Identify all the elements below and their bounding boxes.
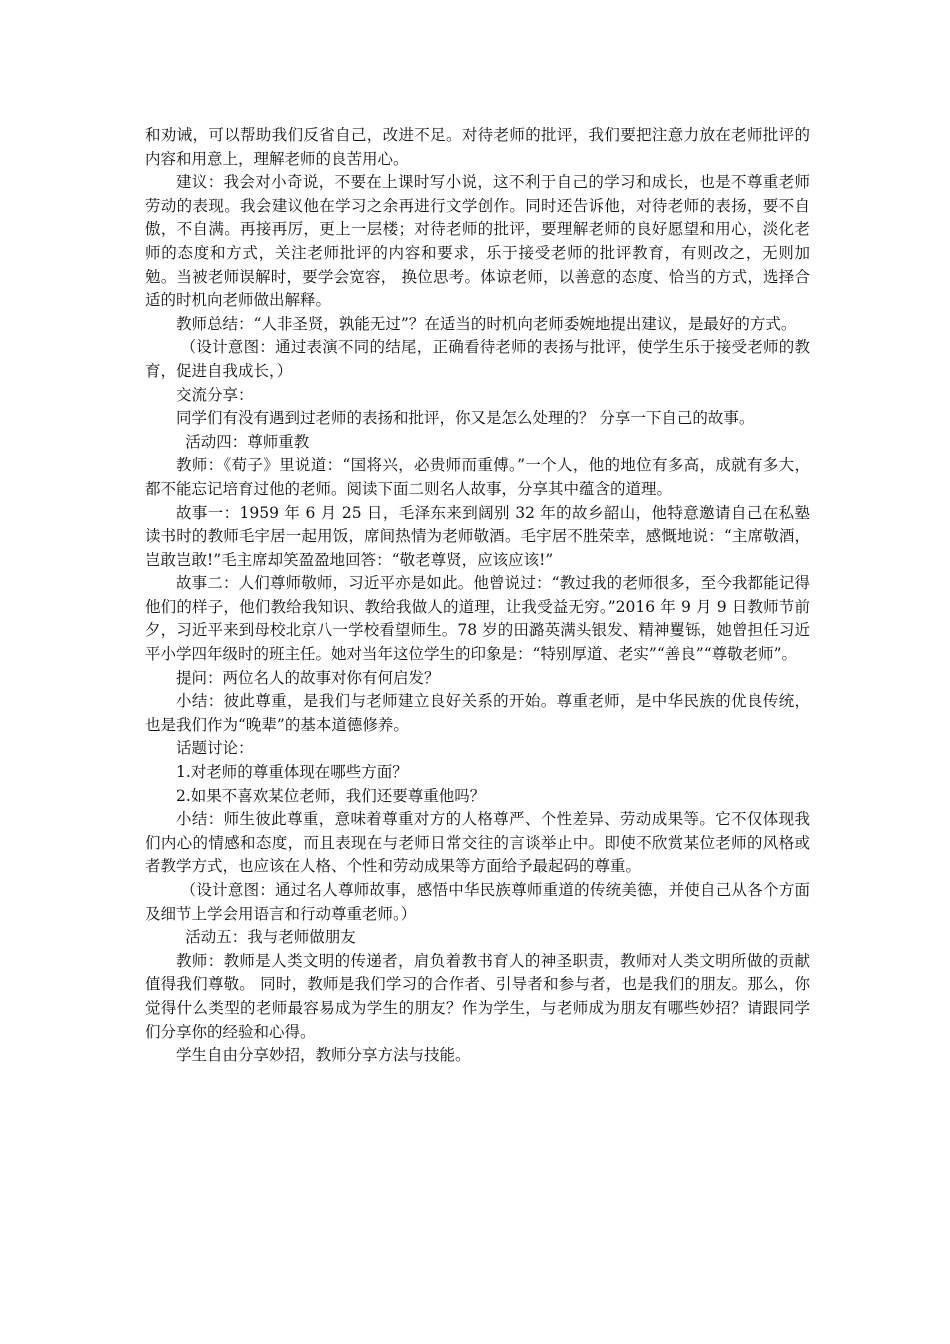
paragraph-exchange-heading: 交流分享：	[176, 385, 254, 404]
paragraph-summary-1: 小结：彼此尊重，是我们与老师建立良好关系的开始。尊重老师，是中华民族的优良传统，也是我们作为“晚辈”的基本道德修养。	[145, 692, 810, 734]
paragraph-exchange-question: 同学们有没有遇到过老师的表扬和批评，你又是怎么处理的？ 分享一下自己的故事。	[176, 409, 755, 428]
list-item-discussion-1: 1.对老师的尊重体现在哪些方面？	[176, 763, 408, 782]
paragraph-suggestion: 建议：我会对小奇说，不要在上课时写小说，这不利于自己的学习和成长，也是不尊重老师劳动的表现。我会建议他在学习之余再进行文学创作。同时还告诉他，对待老师的表扬，要不自傲，不自满。再接再厉，更上一层楼；对待老师的批评，要理解老师的良好愿望和用心，淡化老师的态度和方式，关注老师批评的内容和要求，乐于接受老师的批评教育，有则改之，无则加勉。当被老师误解时，要学会宽容， 换位思考。体谅老师，以善意的态度、恰当的方式，选择合适的时机向老师做出解释。	[145, 173, 810, 310]
paragraph-summary-2: 小结：师生彼此尊重，意味着尊重对方的人格尊严、个性差异、劳动成果等。它不仅体现我们内心的情感和态度，而且表现在与老师日常交往的言谈举止中。即使不欣赏某位老师的风格或者教学方式，也应该在人格、个性和劳动成果等方面给予最起码的尊重。	[145, 810, 810, 876]
paragraph-story-two: 故事二：人们尊师敬师，习近平亦是如此。他曾说过：“教过我的老师很多，至今我都能记得他们的样子，他们教给我知识、教给我做人的道理，让我受益无穷。”2016 年 9 月 9 日教师节前夕，习近平来到母校北京八一学校看望师生。78 岁的田潞英满头银发、精神矍铄，她曾担任习近平小学四年级时的班主任。她对当年这位学生的印象是：“特别厚道、老实”“善良”“尊敬老师”。	[145, 574, 810, 664]
list-item-discussion-2: 2.如果不喜欢某位老师，我们还要尊重他吗？	[176, 786, 486, 805]
paragraph-teacher-summary: 教师总结：“人非圣贤，孰能无过”？在适当的时机向老师委婉地提出建议，是最好的方式。	[176, 314, 797, 333]
paragraph-teacher-friend: 教师：教师是人类文明的传递者，肩负着教书育人的神圣职责，教师对人类文明所做的贡献值得我们尊敬。 同时，教师是我们学习的合作者、引导者和参与者，也是我们的朋友。那么，你觉得什么类型的老师最容易成为学生的朋友？作为学生，与老师成为朋友有哪些妙招？请跟同学们分享你的经验和心得。	[145, 951, 810, 1041]
paragraph-topic-discussion: 话题讨论：	[176, 739, 254, 758]
paragraph-question: 提问：两位名人的故事对你有何启发？	[176, 668, 440, 687]
paragraph-story-one: 故事一：1959 年 6 月 25 日，毛泽东来到阔别 32 年的故乡韶山，他特意邀请自己在私塾读书时的教师毛宇居一起用饭，席间热情为老师敬酒。毛宇居不胜荣幸，感慨地说：“主席敬酒，岂敢岂敢!”毛主席却笑盈盈地回答：“敬老尊贤，应该应该!”	[145, 503, 810, 569]
document-page	[145, 124, 810, 1068]
paragraph-design-intent-2: （设计意图：通过名人尊师故事，感悟中华民族尊师重道的传统美德，并使自己从各个方面及细节上学会用语言和行动尊重老师。）	[145, 881, 810, 923]
paragraph-xunzi-quote: 教师：《荀子》里说道：“国将兴，必贵师而重傅。”一个人，他的地位有多高，成就有多大，都不能忘记培育过他的老师。阅读下面二则名人故事，分享其中蕴含的道理。	[145, 456, 810, 498]
paragraph-criticism-intro: 和劝诫，可以帮助我们反省自己，改进不足。对待老师的批评，我们要把注意力放在老师批评的内容和用意上，理解老师的良苦用心。	[145, 126, 810, 168]
paragraph-student-share: 学生自由分享妙招，教师分享方法与技能。	[176, 1046, 471, 1065]
heading-activity-five: 活动五：我与老师做朋友	[185, 928, 356, 947]
heading-activity-four: 活动四：尊师重教	[185, 432, 310, 451]
paragraph-design-intent-1: （设计意图：通过表演不同的结尾，正确看待老师的表扬与批评，使学生乐于接受老师的教育，促进自我成长，）	[145, 338, 810, 380]
